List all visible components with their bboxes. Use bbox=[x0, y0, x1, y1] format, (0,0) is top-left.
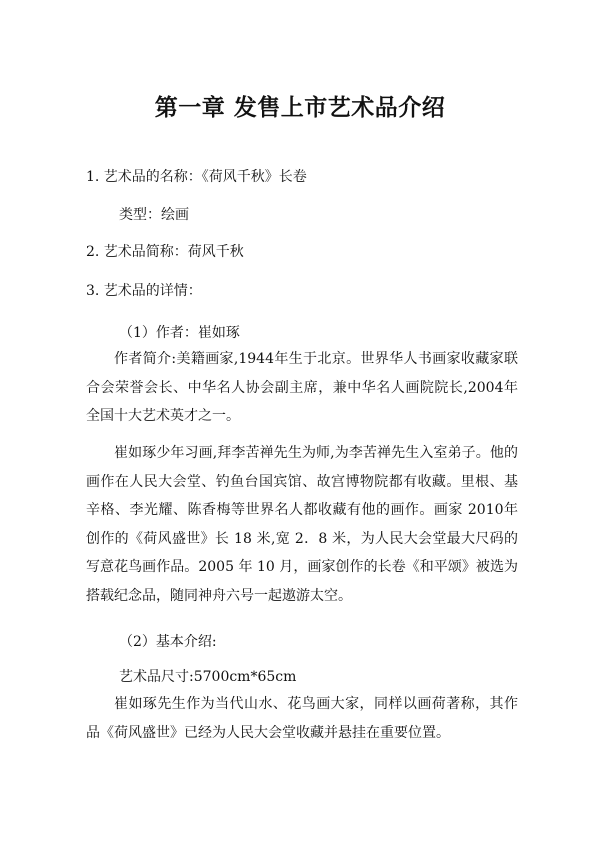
basic-intro-paragraph: 崔如琢先生作为当代山水、花鸟画大家，同样以画荷著称，其作品《荷风盛世》已经为人民大会堂收藏并悬挂在重要位置。 bbox=[86, 696, 518, 741]
item-1-artwork-name: 1. 艺术品的名称：《荷风千秋》长卷 bbox=[86, 169, 307, 185]
item-3-details-heading: 3. 艺术品的详情： bbox=[86, 283, 202, 299]
author-bio-paragraph: 作者简介:美籍画家,1944年生于北京。世界华人书画家收藏家联合会荣誉会长、中华名人协会副主席，兼中华名人画院院长,2004年全国十大艺术英才之一。 bbox=[86, 351, 518, 425]
artwork-type: 类型：绘画 bbox=[119, 207, 189, 223]
artwork-size: 艺术品尺寸:5700cm*65cm bbox=[119, 669, 297, 685]
item-2-short-name: 2. 艺术品简称：荷风千秋 bbox=[86, 244, 244, 260]
basic-intro-heading: （2）基本介绍: bbox=[119, 634, 217, 650]
chapter-title: 第一章 发售上市艺术品介绍 bbox=[154, 95, 446, 121]
author-heading: （1）作者：崔如琢 bbox=[119, 325, 240, 341]
author-story-paragraph: 崔如琢少年习画,拜李苦禅先生为师,为李苦禅先生入室弟子。他的画作在人民大会堂、钓鱼台国宾馆、故宫博物院都有收藏。里根、基辛格、李光耀、陈香梅等世界名人都收藏有他的画作。画家 2010年创作的《荷风盛世》长 18 米,宽 2．8 米，为人民大会堂最大尺码的写意花鸟画作品。2005 年 10 月，画家创作的长卷《和平颂》被选为搭载纪念品，随同神舟六号一起遨游太空。 bbox=[86, 445, 518, 604]
